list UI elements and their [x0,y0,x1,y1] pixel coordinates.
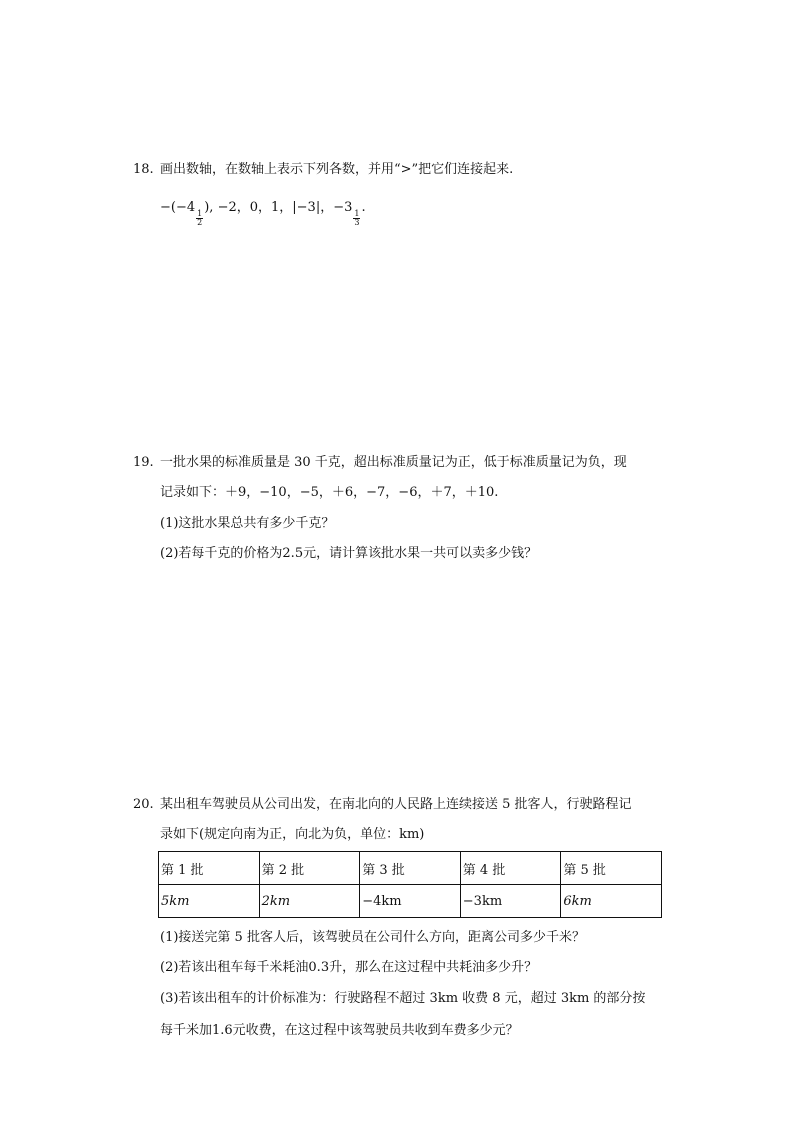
number-list [160,199,366,227]
problem-number: 19. [133,455,154,470]
problem-stem-line-2: 录如下(规定向南为正，向北为负，单位：km) [160,827,425,842]
table-header-cell: 第 2 批 [259,852,360,885]
table-header-cell: 第 3 批 [360,852,461,885]
fraction-denominator: 2 [197,218,203,227]
fraction-one-half [196,210,203,227]
fraction-denominator: 3 [354,218,360,227]
fraction-numerator: 1 [354,209,360,218]
question-1: (1)这批水果总共有多少千克？ [160,516,335,531]
fraction-numerator: 1 [197,209,203,218]
question-2: (2)若该出租车每千米耗油0.3升，那么在这过程中共耗油多少升？ [160,960,538,975]
table-header-cell: 第 4 批 [460,852,561,885]
problem-stem-line-1: 一批水果的标准质量是 30 千克，超出标准质量记为正，低于标准质量记为负，现 [160,455,627,470]
problem-stem: 画出数轴，在数轴上表示下列各数，并用“>”把它们连接起来. [160,162,514,177]
question-2: (2)若每千克的价格为2.5元，请计算该批水果一共可以卖多少钱？ [160,546,538,561]
table-header-cell: 第 5 批 [561,852,662,885]
problem-stem-line-1: 某出租车驾驶员从公司出发，在南北向的人民路上连续接送 5 批客人，行驶路程记 [160,797,632,812]
number-list-part-1: −(−4 [160,200,196,215]
question-1: (1)接送完第 5 批客人后，该驾驶员在公司什么方向，距离公司多少千米？ [160,930,585,945]
table-header-row [159,852,662,885]
table-row [159,885,662,918]
table-cell: 2km [259,885,360,918]
table-cell: 6km [561,885,662,918]
table-cell: 5km [159,885,260,918]
number-list-part-2: ), −2，0，1，|−3|，−3 [204,200,353,215]
table-header-cell: 第 1 批 [159,852,260,885]
fraction-one-third [353,210,360,227]
trip-distance-table [158,851,662,918]
problem-number: 18. [133,162,154,177]
table-cell: −3km [460,885,561,918]
question-3-line-2: 每千米加1.6元收费，在这过程中该驾驶员共收到车费多少元？ [160,1023,519,1038]
question-3-line-1: (3)若该出租车的计价标准为：行驶路程不超过 3km 收费 8 元，超过 3km 的部分按 [160,991,646,1006]
table-cell: −4km [360,885,461,918]
number-list-part-3: . [361,200,366,215]
problem-number: 20. [133,797,154,812]
problem-stem-line-2: 记录如下：＋9，−10，−5，＋6，−7，−6，＋7，＋10. [160,485,499,500]
